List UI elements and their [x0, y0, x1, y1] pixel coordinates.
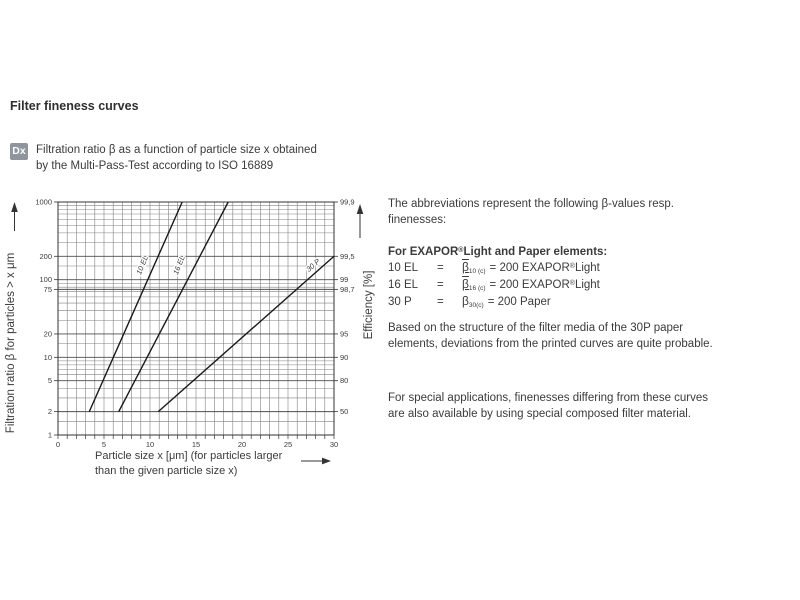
y-axis-title-left: Filtration ratio β for particles > x μm — [5, 252, 17, 434]
right-axis-arrow-head — [357, 204, 364, 214]
abbr-label: 30 P — [388, 296, 412, 308]
y-tick-label-right: 95 — [340, 329, 349, 339]
note-line: Based on the structure of the filter media of the 30P paper — [388, 322, 684, 334]
equals-sign: = — [437, 279, 444, 291]
y-axis-title-right: Efficiency [%] — [363, 270, 375, 340]
dx-badge: Dx — [10, 143, 28, 160]
y-tick-label-right: 99 — [340, 275, 349, 285]
beta-value: = 200 Paper — [487, 296, 551, 308]
y-tick-label-left: 1000 — [35, 197, 52, 207]
chart-description-line: by the Multi-Pass-Test according to ISO 16889 — [36, 160, 274, 172]
note-30p — [388, 320, 783, 352]
y-tick-label-right: 80 — [340, 376, 349, 386]
page-title: Filter fineness curves — [10, 99, 139, 113]
elements-heading: For EXAPOR®Light and Paper elements: — [388, 246, 608, 258]
x-axis-arrow-head — [322, 458, 331, 465]
y-tick-label-left: 2 — [47, 407, 52, 417]
y-tick-label-right: 90 — [340, 352, 349, 362]
intro-line: The abbreviations represent the following β-values resp. — [388, 198, 674, 210]
abbr-label: 16 EL — [388, 279, 419, 291]
chart-description — [36, 142, 317, 174]
abbreviations-intro — [388, 196, 783, 228]
beta-definitions — [388, 259, 783, 310]
x-axis-title-line: than the given particle size x) — [95, 465, 238, 477]
equals-sign: = — [437, 262, 444, 274]
beta-value: = 200 EXAPOR®Light — [489, 279, 600, 291]
curve-label-10-el: 10 EL — [134, 254, 151, 276]
curve-label-16-el: 16 EL — [171, 254, 187, 276]
intro-line: finenesses: — [388, 214, 447, 226]
x-tick-label: 5 — [101, 440, 107, 449]
x-tick-label: 25 — [283, 440, 293, 449]
y-tick-label-left: 10 — [43, 352, 52, 362]
beta-subscript: 16 (c) — [468, 285, 486, 292]
beta-subscript: 30(c) — [468, 302, 484, 309]
beta-value: = 200 EXAPOR®Light — [489, 262, 600, 274]
x-tick-label: 30 — [329, 440, 339, 449]
beta-formula — [462, 293, 783, 314]
abbr-label: 10 EL — [388, 262, 419, 274]
x-tick-label: 10 — [145, 440, 155, 449]
y-tick-label-left: 75 — [43, 284, 52, 294]
beta-definition-row — [388, 259, 783, 276]
beta-definition-row — [388, 276, 783, 293]
beta-symbol: β — [462, 277, 469, 291]
note-line: are also available by using special composed filter material. — [388, 408, 691, 420]
note-special — [388, 390, 783, 422]
y-tick-label-right: 98,7 — [340, 284, 355, 294]
left-axis-arrow-head — [11, 202, 18, 212]
y-tick-label-right: 99,5 — [340, 251, 355, 261]
x-tick-label: 20 — [237, 440, 247, 449]
fineness-chart — [0, 195, 385, 485]
y-tick-label-left: 200 — [39, 251, 52, 261]
fineness-chart-svg — [0, 195, 385, 485]
note-line: For special applications, finenesses differing from these curves — [388, 392, 709, 404]
y-tick-label-right: 50 — [340, 407, 349, 417]
curve-label-30-p: 30 P — [304, 256, 322, 274]
beta-definition-row — [388, 293, 783, 310]
chart-description-line: Filtration ratio β as a function of particle size x obtained — [36, 144, 317, 156]
beta-symbol: β — [462, 260, 469, 274]
x-axis-title-line: Particle size x [μm] (for particles larger — [95, 450, 283, 462]
y-tick-label-left: 20 — [43, 329, 52, 339]
y-tick-label-left: 100 — [39, 275, 52, 285]
y-tick-label-left: 1 — [47, 430, 52, 440]
equals-sign: = — [437, 296, 444, 308]
y-tick-label-right: 99,9 — [340, 197, 355, 207]
beta-symbol: β — [462, 294, 469, 308]
y-tick-label-left: 5 — [47, 376, 52, 386]
beta-subscript: 10 (c) — [468, 268, 486, 275]
x-tick-label: 15 — [191, 440, 201, 449]
x-tick-label: 0 — [55, 440, 61, 449]
note-line: elements, deviations from the printed curves are quite probable. — [388, 338, 713, 350]
